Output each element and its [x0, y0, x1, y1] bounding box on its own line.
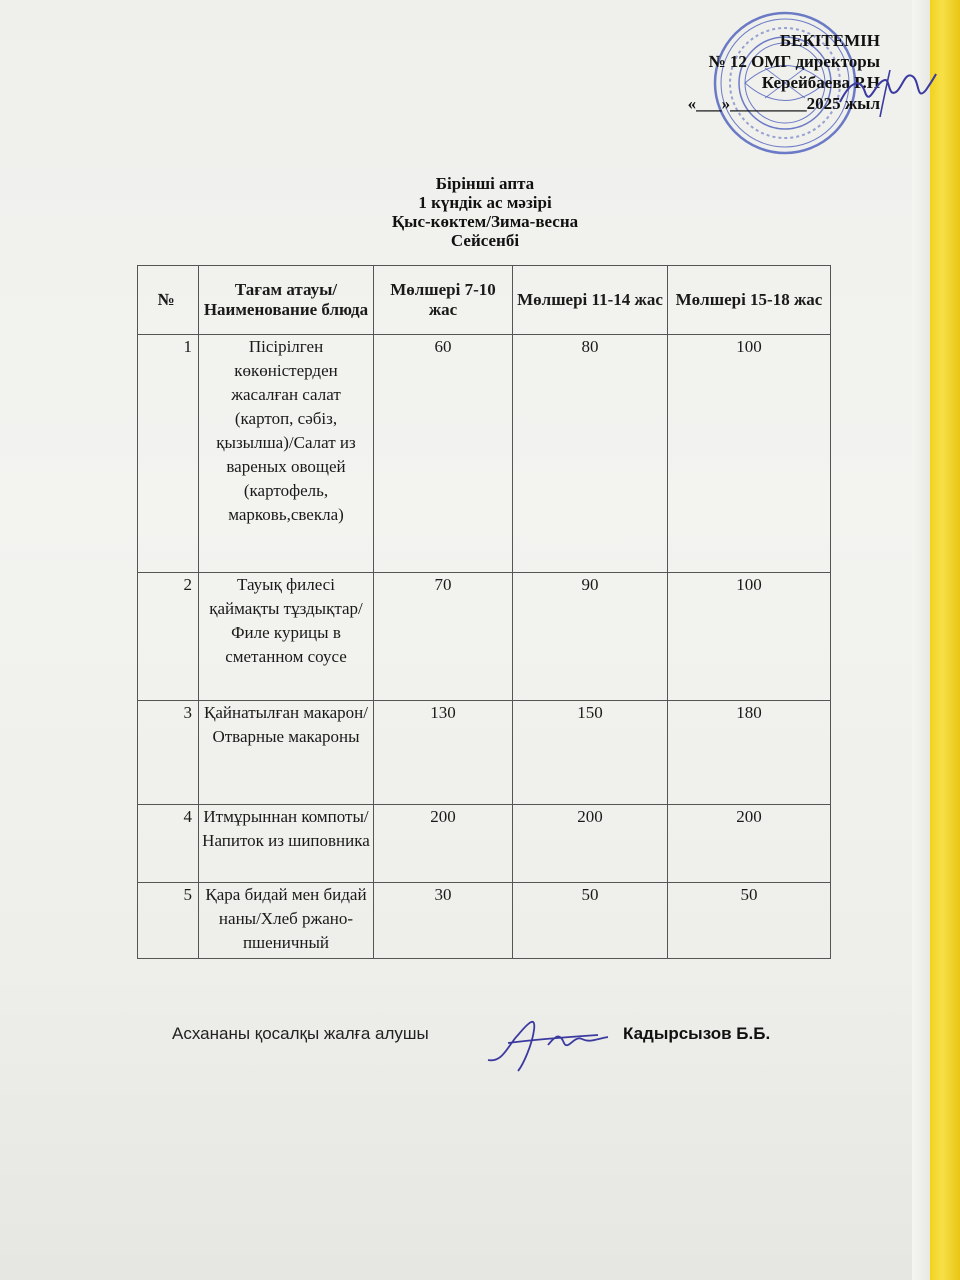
row-amount-15-18: 100 [668, 573, 831, 701]
table-row [138, 883, 831, 959]
table-row [138, 573, 831, 701]
footer-role: Асхананы қосалқы жалға алушы [172, 1024, 429, 1043]
row-dish-name: Итмұрыннан компоты/Напиток из шиповника [199, 805, 374, 883]
header-age-11-14: Мөлшері 11-14 жас [513, 266, 668, 335]
row-dish-name: Қайнатылған макарон/ Отварные макароны [199, 701, 374, 805]
row-amount-7-10: 130 [374, 701, 513, 805]
row-num: 3 [138, 701, 199, 805]
row-num: 5 [138, 883, 199, 959]
header-age-7-10: Мөлшері 7-10 жас [374, 266, 513, 335]
table-row [138, 701, 831, 805]
approval-person: Керейбаева Р.Н [761, 73, 880, 92]
row-amount-11-14: 50 [513, 883, 668, 959]
season-label: Қыс-көктем/Зима-весна [391, 212, 579, 231]
table-row [138, 335, 831, 573]
table-row [138, 805, 831, 883]
row-amount-7-10: 70 [374, 573, 513, 701]
frame-inner-strip [912, 0, 930, 1280]
menu-title: 1 күндік ас мәзірі [418, 193, 552, 212]
subtenant-signature-icon [478, 1005, 628, 1075]
row-amount-11-14: 150 [513, 701, 668, 805]
menu-heading [240, 174, 730, 250]
row-amount-15-18: 200 [668, 805, 831, 883]
row-num: 1 [138, 335, 199, 573]
weekday-label: Сейсенбі [450, 231, 520, 250]
row-dish-name: Қара бидай мен бидай наны/Хлеб ржано-пшеничный [199, 883, 374, 959]
menu-table [137, 265, 831, 959]
approval-position: № 12 ОМГ директоры [708, 52, 880, 71]
row-amount-7-10: 200 [374, 805, 513, 883]
row-amount-11-14: 200 [513, 805, 668, 883]
week-label: Бірінші апта [435, 174, 535, 193]
approval-title: БЕКІТЕМІН [779, 31, 880, 50]
table-header-row [138, 266, 831, 335]
row-dish-name: Тауық филесі қаймақты тұздықтар/Филе курицы в сметанном соусе [199, 573, 374, 701]
row-dish-name: Пісірілген көкөністерден жасалған салат (картоп, сәбіз, қызылша)/Салат из вареных овощей (картофель, марковь,свекла) [199, 335, 374, 573]
row-amount-15-18: 180 [668, 701, 831, 805]
row-amount-11-14: 90 [513, 573, 668, 701]
row-amount-7-10: 30 [374, 883, 513, 959]
row-amount-7-10: 60 [374, 335, 513, 573]
footer-name: Кадырсызов Б.Б. [623, 1024, 771, 1043]
yellow-frame [930, 0, 960, 1280]
row-amount-15-18: 50 [668, 883, 831, 959]
director-signature-icon [830, 62, 940, 122]
row-num: 2 [138, 573, 199, 701]
row-amount-11-14: 80 [513, 335, 668, 573]
row-amount-15-18: 100 [668, 335, 831, 573]
header-num: № [138, 266, 199, 335]
header-age-15-18: Мөлшері 15-18 жас [668, 266, 831, 335]
row-num: 4 [138, 805, 199, 883]
approval-date: «___»_________2025 жыл [687, 94, 880, 113]
header-name: Тағам атауы/ Наименование блюда [199, 266, 374, 335]
